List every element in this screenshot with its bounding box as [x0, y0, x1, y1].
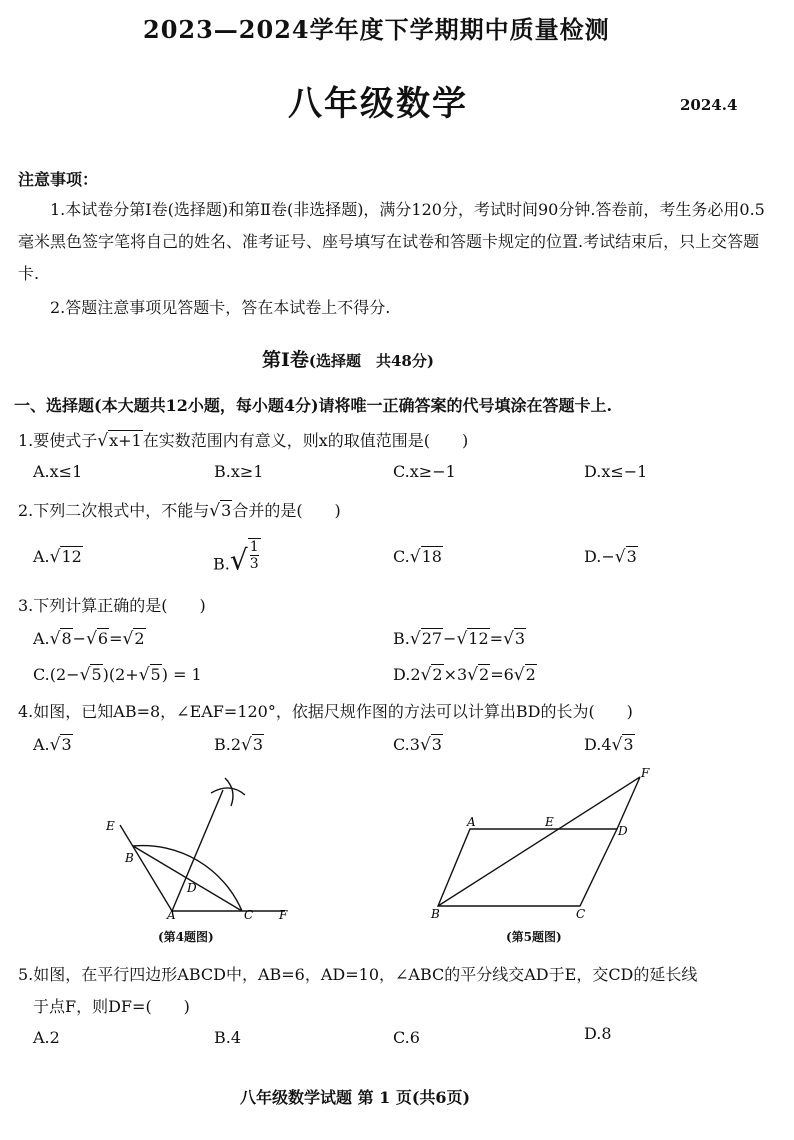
sqrt-icon: √ [122, 629, 134, 649]
q3-a-m: − [72, 629, 87, 648]
sqrt-icon: √ [409, 629, 421, 649]
q3-a-e: = [109, 629, 123, 648]
sqrt-icon: √ [420, 665, 432, 685]
fig4-mark-arc-1 [211, 788, 245, 795]
figure-4-caption: (第4题图) [158, 930, 214, 944]
fig4-label-a: A [167, 908, 176, 922]
figure-5-caption: (第5题图) [506, 930, 562, 944]
section-title [262, 345, 434, 372]
q3-b-m: − [443, 629, 457, 648]
q3-option-c [33, 665, 202, 685]
question-1 [18, 428, 468, 451]
sqrt-icon: √ [97, 431, 109, 451]
q3-c-r2: 5 [150, 665, 161, 684]
q3-d-m: ×3 [443, 665, 468, 684]
q2-c-radicand: 18 [421, 547, 442, 566]
q4-c-radicand: 3 [431, 735, 442, 754]
q2-post: 合并的是( ) [232, 501, 341, 520]
q2-option-a [33, 547, 83, 567]
q2-radicand: 3 [221, 501, 232, 520]
q5-option-a: A.2 [33, 1028, 60, 1047]
sqrt-icon: √ [49, 547, 61, 567]
q4-option-a [33, 735, 73, 755]
sqrt-icon: √ [49, 735, 61, 755]
sqrt-icon: √ [49, 629, 61, 649]
q3-b-e: = [489, 629, 504, 648]
sqrt-icon: √ [513, 665, 525, 685]
q2-option-b [213, 538, 261, 577]
sqrt-icon: √ [614, 547, 626, 567]
q1-option-d: D.x≤−1 [584, 462, 648, 481]
q1-option-b: B.x≥1 [214, 462, 264, 481]
page-footer: 八年级数学试题 第 1 页(共6页) [240, 1088, 471, 1107]
exam-date: 2024.4 [680, 96, 738, 114]
question-2 [18, 498, 341, 521]
fig5-label-c: C [576, 907, 586, 921]
sqrt-icon: √ [409, 547, 421, 567]
q3-b-r3: 3 [514, 629, 526, 648]
q2-c-label: C. [393, 547, 410, 566]
q4-b-label: B.2 [214, 735, 242, 754]
q4-d-label: D.4 [584, 735, 612, 754]
q2-pre: 2.下列二次根式中，不能与 [18, 501, 210, 520]
q3-a-r2: 6 [97, 629, 109, 648]
q2-b-denominator: 3 [249, 556, 259, 572]
sqrt-icon: √ [456, 629, 468, 649]
q3-b-r1: 27 [421, 629, 443, 648]
q3-d-e: =6 [490, 665, 514, 684]
q5-option-c: C.6 [393, 1028, 420, 1047]
question-3: 3.下列计算正确的是( ) [18, 596, 206, 615]
sqrt-icon: √ [138, 665, 150, 685]
q3-c-m: )(2+ [102, 665, 139, 684]
q4-a-label: A. [33, 735, 50, 754]
fig4-label-c: C [244, 908, 254, 922]
q2-b-numerator: 1 [249, 539, 259, 555]
fig5-label-e: E [545, 815, 554, 829]
q4-d-radicand: 3 [623, 735, 634, 754]
q5-option-b: B.4 [214, 1028, 242, 1047]
section-title-main: 第Ⅰ卷 [262, 349, 309, 371]
sqrt-icon: √ [229, 543, 248, 577]
question-4: 4.如图，已知AB=8，∠EAF=120°，依据尺规作图的方法可以计算出BD的长为( ) [18, 702, 633, 721]
sqrt-icon: √ [86, 629, 97, 649]
q1-pre: 1.要使式子 [18, 431, 98, 450]
sqrt-icon: √ [79, 665, 91, 685]
q3-option-a [33, 629, 146, 649]
q3-a-label: A. [33, 629, 50, 648]
q3-option-b [393, 629, 526, 649]
sqrt-icon: √ [611, 735, 623, 755]
fig4-label-f: F [279, 908, 288, 922]
fig4-line-ae [120, 825, 172, 911]
q3-c-label: C.(2− [33, 665, 80, 684]
question-5-line-1: 5.如图，在平行四边形ABCD中，AB=6，AD=10，∠ABC的平分线交AD于E，交CD的延长线 [18, 965, 698, 984]
fig5-label-f: F [641, 766, 650, 780]
question-5-line-2: 于点F，则DF=( ) [33, 997, 190, 1016]
q1-option-c: C.x≥−1 [393, 462, 456, 481]
q3-option-d [393, 665, 537, 685]
q3-c-r1: 5 [91, 665, 102, 684]
q1-radicand: x+1 [109, 431, 142, 450]
q2-d-radicand: 3 [626, 547, 637, 566]
q4-option-d [584, 735, 635, 755]
sqrt-icon: √ [503, 629, 514, 649]
q3-d-r3: 2 [525, 665, 536, 684]
q3-b-r2: 12 [468, 629, 489, 648]
exam-header: 2023—2024学年度下学期期中质量检测 [143, 15, 610, 44]
sqrt-icon: √ [209, 501, 221, 521]
q4-a-radicand: 3 [61, 735, 72, 754]
figure-4 [95, 770, 305, 922]
q4-c-label: C.3 [393, 735, 420, 754]
fig5-parallelogram [438, 829, 617, 906]
q3-d-label: D.2 [393, 665, 421, 684]
fig5-label-b: B [431, 907, 440, 921]
fig4-mark-arc-2 [225, 778, 233, 806]
q3-a-r1: 8 [61, 629, 72, 648]
fig4-label-b: B [125, 851, 134, 865]
q2-option-d [584, 547, 638, 567]
q2-d-label: D.− [584, 547, 615, 566]
fig5-label-d: D [618, 824, 628, 838]
fig5-line-bf [438, 777, 640, 906]
sqrt-icon: √ [241, 735, 252, 755]
q3-a-r3: 2 [134, 629, 145, 648]
sqrt-icon: √ [467, 665, 478, 685]
q3-c-e: ) = 1 [161, 665, 202, 684]
fig4-label-d: D [187, 881, 197, 895]
section-subtitle: (选择题 共48分) [308, 352, 434, 370]
q4-b-radicand: 3 [252, 735, 264, 754]
fig4-label-e: E [106, 819, 115, 833]
q3-b-label: B. [393, 629, 410, 648]
q2-a-radicand: 12 [61, 547, 82, 566]
q3-d-r1: 2 [432, 665, 443, 684]
fig4-bisector [172, 790, 223, 911]
notice-heading: 注意事项： [18, 170, 99, 189]
q4-option-c [393, 735, 443, 755]
q4-option-b [214, 735, 264, 755]
q3-d-r2: 2 [479, 665, 490, 684]
notice-item-2: 2.答题注意事项见答题卡，答在本试卷上不得分. [50, 298, 391, 317]
q2-option-c [393, 547, 443, 567]
q2-b-fraction [248, 538, 261, 572]
sqrt-icon: √ [419, 735, 431, 755]
q1-post: 在实数范围内有意义，则x的取值范围是( ) [142, 431, 469, 450]
fig5-label-a: A [467, 815, 476, 829]
q2-a-label: A. [33, 547, 50, 566]
page-title: 八年级数学 [288, 84, 468, 124]
part-heading: 一、选择题(本大题共12小题，每小题4分)请将唯一正确答案的代号填涂在答题卡上. [14, 396, 613, 415]
figure-5 [425, 765, 665, 925]
q2-b-label: B. [213, 554, 230, 574]
q5-option-d: D.8 [584, 1024, 612, 1043]
notice-item-1: 1.本试卷分第Ⅰ卷(选择题)和第Ⅱ卷(非选择题)，满分120分，考试时间90分钟.答卷前，考生务必用0.5毫米黑色签字笔将自己的姓名、准考证号、座号填写在试卷和答题卡规定的位置.考试结束后，只上交答题卡. [18, 200, 765, 283]
q1-option-a: A.x≤1 [33, 462, 83, 481]
